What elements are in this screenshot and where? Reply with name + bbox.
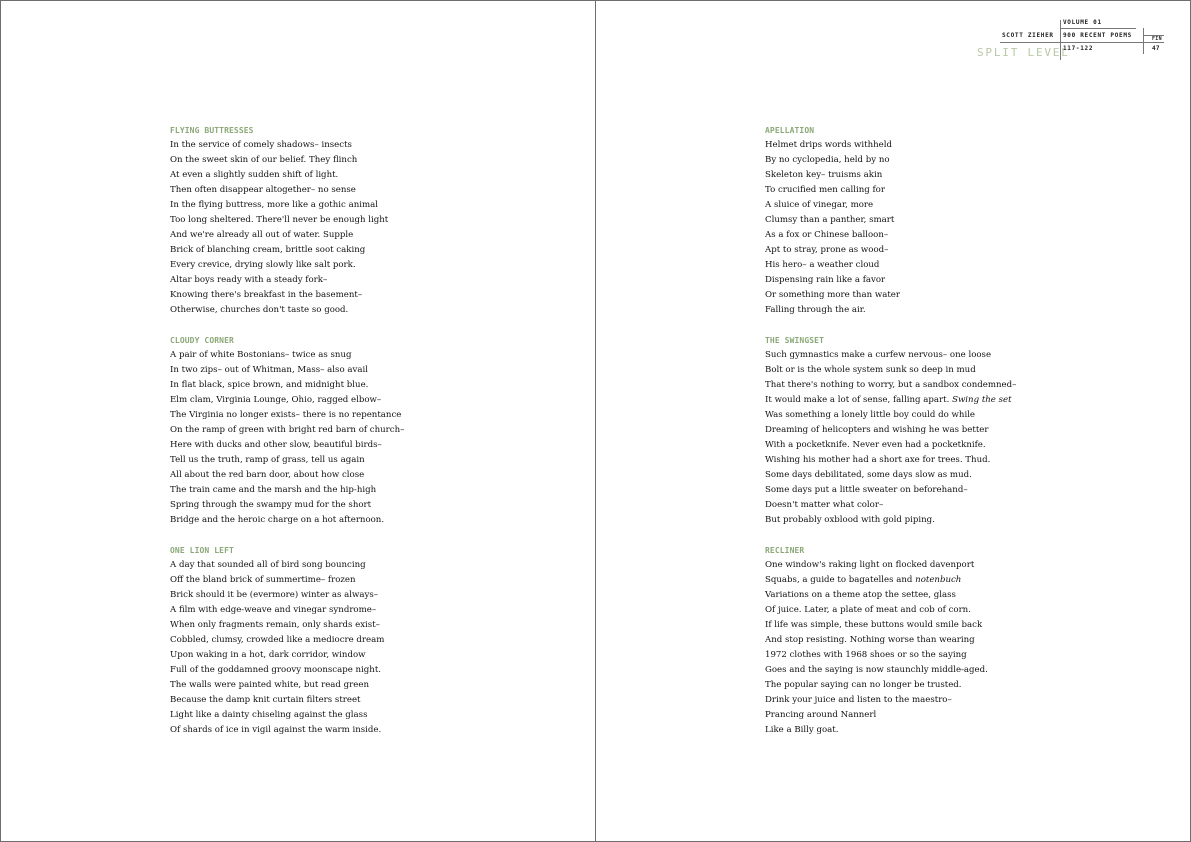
poem <box>170 333 470 528</box>
poem-line-text: Squabs, a guide to bagatelles and <box>765 575 916 585</box>
poem-line: On the sweet skin of our belief. They flinch <box>170 155 358 165</box>
poem-line: Brick of blanching cream, brittle soot caking <box>170 245 366 255</box>
poem-line: A pair of white Bostonians– twice as snug <box>170 350 352 360</box>
poem-line: As a fox or Chinese balloon– <box>765 230 889 240</box>
page-range: 117-122 <box>1063 45 1094 52</box>
poem-line: In the flying buttress, more like a gothic animal <box>170 200 378 210</box>
poem-line: Full of the goddamned groovy moonscape night. <box>170 665 382 675</box>
poem-line: In the service of comely shadows– insects <box>170 140 352 150</box>
poem-line: Here with ducks and other slow, beautiful birds– <box>170 440 382 450</box>
poem-line: Or something more than water <box>765 290 900 300</box>
poem-line: Upon waking in a hot, dark corridor, window <box>170 650 366 660</box>
poem-title: RECLINER <box>765 546 805 555</box>
poem-line: Helmet drips words withheld <box>765 140 892 150</box>
poem-line: His hero– a weather cloud <box>765 260 880 270</box>
poem-line: The popular saying can no longer be trusted. <box>765 680 962 690</box>
right-page-column <box>765 123 1065 753</box>
poem-line: Off the bland brick of summertime– frozen <box>170 575 356 585</box>
header-rule <box>1060 28 1136 29</box>
poem-line: Skeleton key– truisms akin <box>765 170 883 180</box>
poem-line: Brick should it be (evermore) winter as always– <box>170 590 379 600</box>
poem-line: Dispensing rain like a favor <box>765 275 886 285</box>
poem-title: ONE LION LEFT <box>170 546 234 555</box>
poem-line: When only fragments remain, only shards exist– <box>170 620 380 630</box>
poem-line <box>765 393 1065 408</box>
poem-line: Then often disappear altogether– no sense <box>170 185 356 195</box>
collection-title: 900 RECENT POEMS <box>1063 32 1132 39</box>
poem-line: By no cyclopedia, held by no <box>765 155 890 165</box>
poem-line: Variations on a theme atop the settee, glass <box>765 590 956 600</box>
poem-line: Such gymnastics make a curfew nervous– one loose <box>765 350 992 360</box>
poem-line: And stop resisting. Nothing worse than wearing <box>765 635 975 645</box>
poem-line: A sluice of vinegar, more <box>765 200 874 210</box>
section-title: SPLIT LEVEL <box>977 46 1070 59</box>
poem-line: Because the damp knit curtain filters street <box>170 695 361 705</box>
poem-line: The Virginia no longer exists– there is no repentance <box>170 410 402 420</box>
poem-line: Prancing around Nannerl <box>765 710 877 720</box>
poem-line: A film with edge-weave and vinegar syndrome– <box>170 605 377 615</box>
poem-line: If life was simple, these buttons would smile back <box>765 620 983 630</box>
volume-label: VOLUME 01 <box>1063 19 1102 26</box>
page-gutter <box>595 0 596 842</box>
poem-line: To crucified men calling for <box>765 185 885 195</box>
poem-line: On the ramp of green with bright red barn of church– <box>170 425 405 435</box>
poem-line: Drink your juice and listen to the maestro– <box>765 695 952 705</box>
author-name: SCOTT ZIEHER <box>1002 32 1054 39</box>
poem-line: A day that sounded all of bird song bouncing <box>170 560 366 570</box>
poem-line: Tell us the truth, ramp of grass, tell us again <box>170 455 365 465</box>
poem-line: Bridge and the heroic charge on a hot afternoon. <box>170 515 385 525</box>
poem-line: Light like a dainty chiseling against the glass <box>170 710 368 720</box>
poem <box>170 543 470 738</box>
poem-line: Some days put a little sweater on beforehand– <box>765 485 968 495</box>
poem <box>170 123 470 318</box>
poem-line: With a pocketknife. Never even had a pocketknife. <box>765 440 986 450</box>
poem-title: CLOUDY CORNER <box>170 336 234 345</box>
poem-title: FLYING BUTTRESSES <box>170 126 254 135</box>
poem-line: Apt to stray, prone as wood– <box>765 245 889 255</box>
poem-line: Otherwise, churches don't taste so good. <box>170 305 349 315</box>
poem-line: Falling through the air. <box>765 305 866 315</box>
poem-line: Cobbled, clumsy, crowded like a mediocre dream <box>170 635 385 645</box>
poem-line: But probably oxblood with gold piping. <box>765 515 935 525</box>
poem-line: Doesn't matter what color– <box>765 500 884 510</box>
poem-line: And we're already all out of water. Supple <box>170 230 354 240</box>
poem-line: Like a Billy goat. <box>765 725 839 735</box>
poem-title: THE SWINGSET <box>765 336 824 345</box>
poem-line: All about the red barn door, about how close <box>170 470 365 480</box>
poem-line: At even a slightly sudden shift of light. <box>170 170 339 180</box>
poem-line: Spring through the swampy mud for the short <box>170 500 372 510</box>
poem-line: Knowing there's breakfast in the basement– <box>170 290 363 300</box>
poem-line: Of juice. Later, a plate of meat and cob of corn. <box>765 605 971 615</box>
poem-line: Clumsy than a panther, smart <box>765 215 895 225</box>
poem-line: Of shards of ice in vigil against the warm inside. <box>170 725 382 735</box>
poem-line: Bolt or is the whole system sunk so deep in mud <box>765 365 976 375</box>
poem-line <box>765 573 1065 588</box>
poem-line: In two zips– out of Whitman, Mass– also avail <box>170 365 368 375</box>
poem-line-text: It would make a lot of sense, falling apart. <box>765 395 953 405</box>
poem-line: Wishing his mother had a short axe for trees. Thud. <box>765 455 991 465</box>
poem-line: The train came and the marsh and the hip-high <box>170 485 377 495</box>
poem <box>765 123 1065 318</box>
poem-line: That there's nothing to worry, but a sandbox condemned– <box>765 380 1017 390</box>
page-number: 47 <box>1152 45 1160 52</box>
poem-title: APELLATION <box>765 126 815 135</box>
poem-line: Goes and the saying is now staunchly middle-aged. <box>765 665 988 675</box>
poem-line: Altar boys ready with a steady fork– <box>170 275 328 285</box>
poem-line: Elm clam, Virginia Lounge, Ohio, ragged elbow– <box>170 395 382 405</box>
poem-line: Was something a lonely little boy could do while <box>765 410 976 420</box>
poem-line: In flat black, spice brown, and midnight blue. <box>170 380 369 390</box>
poem-line-italic: notenbuch <box>915 575 962 585</box>
poem-line: The walls were painted white, but read green <box>170 680 369 690</box>
poem-line: Too long sheltered. There'll never be enough light <box>170 215 389 225</box>
poem <box>765 333 1065 528</box>
poem-line: One window's raking light on flocked davenport <box>765 560 975 570</box>
corner-label: FIN <box>1152 36 1162 42</box>
poem-line-italic: Swing the set <box>952 395 1012 405</box>
header-divider <box>1143 28 1144 54</box>
poem <box>765 543 1065 738</box>
poem-line: Some days debilitated, some days slow as mud. <box>765 470 972 480</box>
poem-line: Dreaming of helicopters and wishing he was better <box>765 425 989 435</box>
header-rule <box>1000 42 1164 43</box>
poem-line: Every crevice, drying slowly like salt pork. <box>170 260 356 270</box>
poem-line: 1972 clothes with 1968 shoes or so the saying <box>765 650 967 660</box>
left-page-column <box>170 123 470 753</box>
